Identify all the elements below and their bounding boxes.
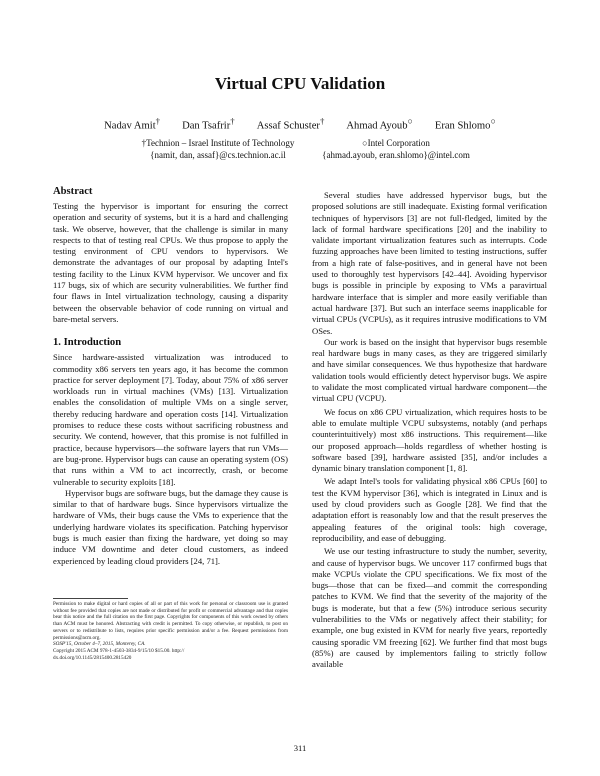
intro-paragraph-1: Since hardware-assisted virtualization was introduced to commodity x86 servers ten years ago, it has become the common practice for server deployment [7]. Today, about 75% of x86 server workloads run in virtual machines (VMs) [13]. Virtualization enables the consolidation of multiple VMs on a single server, thereby reducing hardware and operation costs [14]. Virtualization promises to reduce these costs without sacrificing robustness and security. We contend, however, that this promise is not fulfilled in practice, because hypervisors—the software layers that run VMs—are bug-prone. Hypervisor bugs can cause an operating system (OS) that runs within a VM to act incorrectly, crash, or become vulnerable to security exploits [18]. <box>53 352 288 487</box>
paper-title: Virtual CPU Validation <box>214 74 386 93</box>
author: Assaf Schuster† <box>256 116 325 132</box>
footnote-rule <box>53 598 128 599</box>
right-paragraph-1: Several studies have addressed hypervisor bugs, but the proposed solutions are still inadequate. Existing formal verification techniques of hypervisors [3] are not full-fledged, limited by the lack of formal hardware specifications [20] and the inability to validate important virtualization features such as interrupts. Code fuzzing approaches have been limited to testing instructions, suffer from a high rate of false-positives, and in general have not been used to thoroughly test hypervisors [42–44]. Avoiding hypervisor bugs is possible in principle by exposing to VMs a paravirtual hardware interface that is simpler and more easily verifiable than actual hardware [37]. But such an interface seems inapplicable for virtual CPUs (VCPUs), as it requires intrusive modifications to VM OSes. <box>312 190 547 336</box>
author-list <box>0 116 600 132</box>
right-paragraph-4: We adapt Intel's tools for validating physical x86 CPUs [60] to test the KVM hypervisor [36], which is integrated in Linux and is used by cloud providers such as Google [28]. We find that the adaptation effort is reasonably low and that the result preserves the appealing features of the original tools: high coverage, reproducibility, and ease of debugging. <box>312 476 547 543</box>
permission-text: Permission to make digital or hard copies of all or part of this work for personal or classroom use is granted without fee provided that copies are not made or distributed for profit or commercial advantage and that copies bear this notice and the full citation on the first page. Copyrights for components of this work owned by others than ACM must be honored. Abstracting with credit is permitted. To copy otherwise, or republish, to post on servers or to redistribute to lists, requires prior specific permission and/or a fee. Request permissions from permissions@acm.org. <box>53 601 288 641</box>
affiliation-intel: ○Intel Corporation {ahmad.ayoub, eran.shlomo}@intel.com <box>322 138 470 160</box>
right-paragraph-2: Our work is based on the insight that hypervisor bugs resemble real hardware bugs in many cases, as they are triggered similarly and have similar consequences. We thus hypothesize that hardware validation tools would efficiently detect hypervisor bugs. We aspire to validate the most complicated virtual hardware component—the virtual CPU (VCPU). <box>312 336 547 404</box>
copyright-line: Copyright 2015 ACM 978-1-4503-3834-9/15/10 $15.00. http:// <box>53 647 185 654</box>
left-column <box>53 186 288 567</box>
abstract-text: Testing the hypervisor is important for ensuring the correct operation and security of systems, but it is a hard and challenging task. We observe, however, that the challenge is similar in many respects to that of testing real CPUs. We thus propose to apply the testing environment of CPU vendors to hypervisors. We demonstrate the advantages of our proposal by adapting Intel's testing facility to the Linux KVM hypervisor. We uncover and fix 117 bugs, six of which are security vulnerabilities. We further find four flaws in Intel virtualization technology, causing a disparity between the observable behavior of code running on virtual and bare-metal servers. <box>53 201 288 324</box>
venue-line: SOSP'15, October 4–7, 2015, Monterey, CA. <box>53 641 146 648</box>
doi-line: dx.doi.org/10.1145/2815400.2815420 <box>53 654 132 661</box>
author: Ahmad Ayoub○ <box>346 116 413 132</box>
affiliation-technion: †Technion – Israel Institute of Technology {namit, dan, assaf}@cs.technion.ac.il <box>141 138 295 160</box>
author: Dan Tsafrir† <box>182 116 235 132</box>
introduction-heading: 1. Introduction <box>53 337 122 349</box>
author: Eran Shlomo○ <box>434 116 496 132</box>
page-number: 311 <box>293 743 307 753</box>
author: Nadav Amit† <box>104 116 161 132</box>
intro-paragraph-2: Hypervisor bugs are software bugs, but the damage they cause is similar to that of hardware bugs. Since hypervisors virtualize the hardware of VMs, their bugs cause the VMs to experience that the underlying hardware violates its specification. Patching hypervisor bugs is much easier than fixing the hardware, yet doing so may induce VM downtime and deter cloud customers, as indeed experienced by leading cloud providers [24, 71]. <box>53 487 288 566</box>
right-paragraph-5: We use our testing infrastructure to study the number, severity, and cause of hypervisor bugs. We uncover 117 confirmed bugs that make VCPUs violate the CPU specifications. We fix most of the bugs—those that can be fixed—and commit the corresponding patches to KVM. We find that the severity of the majority of the bugs is moderate, but that a few (5%) introduce serious security vulnerabilities to the VMs or negatively affect their stability; for example, one bug existed in KVM for nearly five years, reportedly causing sporadic VM freezing [62]. We further find that most bugs (85%) are caused by implementors failing to strictly follow available <box>312 546 547 670</box>
abstract-heading: Abstract <box>53 186 93 197</box>
permission-footnote <box>53 601 288 661</box>
right-column <box>312 190 547 670</box>
introduction-section <box>53 337 288 567</box>
right-paragraph-3: We focus on x86 CPU virtualization, which requires hosts to be able to emulate multiple VCPU subsystems, notably (and perhaps counterintuitively) most x86 instructions. This requirement—like our proposed approach—holds regardless of whether hosting is software based [39], hardware assisted [35], and/or includes a dynamic binary translation component [1, 8]. <box>312 406 547 474</box>
